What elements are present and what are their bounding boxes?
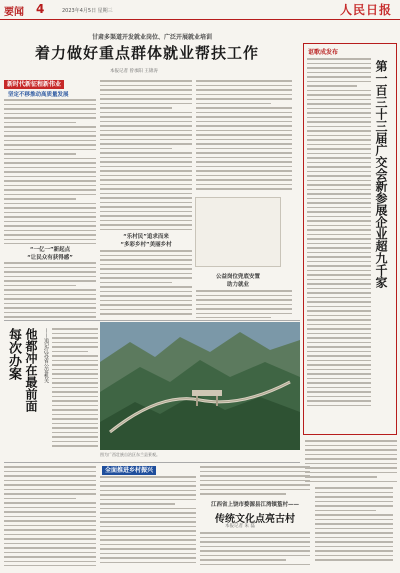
subsection-a-title: “一亿一”新起点 xyxy=(29,247,71,253)
subsection-d-subtitle: 助力就业 xyxy=(226,282,249,288)
subsection-b-title: “乐村民”追求而来 xyxy=(123,234,169,240)
feature-text-col-1 xyxy=(52,328,98,450)
photo-illustration xyxy=(100,322,300,450)
newspaper-logo: 人民日报 xyxy=(339,3,392,17)
bottom-text-col-1 xyxy=(4,466,96,566)
article-text-col-1 xyxy=(4,99,96,244)
subsection-b-subtitle: “多彩乡村”美丽乡村 xyxy=(120,242,172,248)
subsection-a-subtitle: “让民众有获得感” xyxy=(27,255,73,261)
contents-list-lines xyxy=(315,487,393,565)
feature-headline-1[interactable]: 每次办案 xyxy=(6,328,21,380)
sidebar-tag: 讴歌成发布 xyxy=(308,49,339,56)
lead-subhead: 甘肃多渠道开发就业岗位、广泛开展就业培训 xyxy=(92,34,213,41)
column-sub-title: 坚定不移推动高质量发展 xyxy=(8,92,69,98)
right-text-col xyxy=(305,440,397,484)
bottom-text-col-3a xyxy=(200,466,310,498)
article-text-col-2b xyxy=(100,250,192,318)
divider-bottom xyxy=(4,462,300,463)
bottom-story-byline: 本报记者 朱 磊 xyxy=(225,524,255,529)
article-text-col-1b xyxy=(4,262,96,318)
bottom-story-kicker: 江西省上饶市婺源县江湾镇篁村—— xyxy=(210,502,299,508)
subsection-d-title: 公益岗位兜底安置 xyxy=(215,274,260,280)
page-number: 4 xyxy=(36,2,45,16)
landscape-photo[interactable] xyxy=(100,322,300,450)
photo-caption: 图为广西壮族自治区东兰县景观。 xyxy=(100,452,160,457)
divider xyxy=(4,320,300,321)
issue-date: 2023年4月5日 星期三 xyxy=(62,8,113,14)
contents-list xyxy=(315,487,393,565)
section-name: 要闻 xyxy=(4,7,24,18)
sidebar-text xyxy=(307,58,371,430)
bottom-story-headline[interactable]: 传统文化点亮古村 xyxy=(215,514,295,525)
info-sidebar-box xyxy=(195,197,281,267)
article-text-col-2 xyxy=(100,80,192,230)
sidebar-headline[interactable]: 第一百三十三届广交会新参展企业超九千家 xyxy=(374,60,388,288)
column-tag-blue: 全面推进乡村振兴 xyxy=(102,466,156,475)
column-tag-red: 新时代新征程新伟业 xyxy=(4,80,64,89)
article-text-col-3 xyxy=(196,80,292,192)
lead-byline: 本报记者 曾承阳 王锦涛 xyxy=(110,69,158,74)
page-header xyxy=(0,0,400,20)
bottom-text-col-2 xyxy=(100,476,196,566)
bottom-text-col-3b xyxy=(200,532,310,568)
feature-kicker: ——追记江苏省公安机关 xyxy=(43,328,49,383)
feature-headline-2[interactable]: 他都冲在最前面 xyxy=(24,328,38,412)
article-text-col-3b xyxy=(196,290,292,318)
lead-headline[interactable]: 着力做好重点群体就业帮扶工作 xyxy=(34,44,259,62)
